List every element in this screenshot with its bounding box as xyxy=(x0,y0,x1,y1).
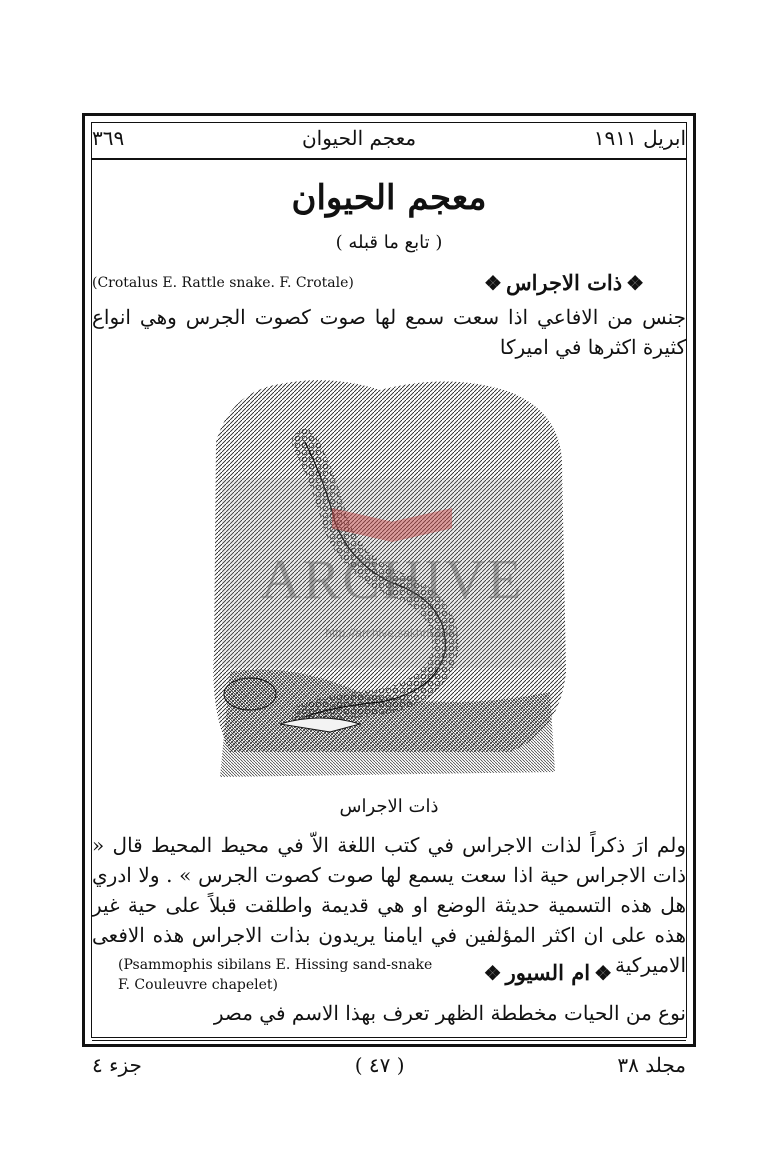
figure-caption: ذات الاجراس xyxy=(339,796,439,817)
entry-definition xyxy=(92,302,686,362)
watermark-book-icon xyxy=(332,508,452,542)
entry2-title xyxy=(480,960,616,985)
running-footer xyxy=(92,1050,686,1080)
entry-latin-name: (Crotalus E. Rattle snake. F. Crotale) xyxy=(92,274,354,291)
commentary-text: ولم ارَ ذكراً لذات الاجراس في كتب اللغة الاّ في محيط المحيط قال « ذات الاجراس حية اذا سعت يسمع لها صوت كصوت الجرس » . ولا ادري هل هذه التسمية حديثة الوضع او هي قديمة واطلقت قبلاً على حية غير هذه على ان اكثر المؤلفين في ايامنا يريدون بذات الاجراس هذه الافعى الاميركية xyxy=(92,833,686,977)
header-rule xyxy=(92,158,686,160)
footer-issue-page: ( ٤٧ ) xyxy=(354,1053,405,1077)
entry2-definition xyxy=(92,998,686,1028)
entry2-latin-line2: F. Couleuvre chapelet) xyxy=(118,977,279,993)
entry2-latin-name xyxy=(118,955,498,995)
entry-heading-rattlesnake xyxy=(92,270,648,295)
article-subtitle: ( تابع ما قبله ) xyxy=(335,232,443,253)
running-header xyxy=(92,122,686,154)
header-date: ابريل ١٩١١ xyxy=(593,126,686,150)
header-section: معجم الحيوان xyxy=(301,126,417,150)
watermark-url: http://archive.sakhrit.com xyxy=(325,626,459,640)
entry2-definition-text: نوع من الحيات مخططة الظهر تعرف بهذا الاسم في مصر xyxy=(213,1001,686,1025)
entry2-latin-line1: (Psammophis sibilans E. Hissing sand-snake xyxy=(118,957,433,973)
entry-definition-text: جنس من الافاعي اذا سعت سمع لها صوت كصوت الجرس وهي انواع كثيرة اكثرها في اميركا xyxy=(92,305,686,359)
entry-title xyxy=(480,270,648,295)
ornament-diamond-icon: ❖ xyxy=(483,961,502,985)
archive-watermark xyxy=(222,478,562,668)
footer-rule xyxy=(92,1040,686,1041)
entry-title-text: ذات الاجراس xyxy=(505,270,623,295)
rodent xyxy=(224,678,276,710)
ornament-diamond-icon: ❖ xyxy=(594,961,612,985)
footer-part: جزء ٤ xyxy=(92,1053,142,1077)
header-page-number: ٣٦٩ xyxy=(92,126,125,150)
ornament-diamond-icon: ❖ xyxy=(484,271,502,295)
ornament-diamond-icon: ❖ xyxy=(626,271,644,295)
article-title: معجم الحيوان xyxy=(291,178,487,218)
footer-volume: مجلد ٣٨ xyxy=(617,1053,686,1077)
entry2-title-text: ام السيور xyxy=(505,960,591,985)
watermark-title: ARCHIVE xyxy=(260,549,524,611)
